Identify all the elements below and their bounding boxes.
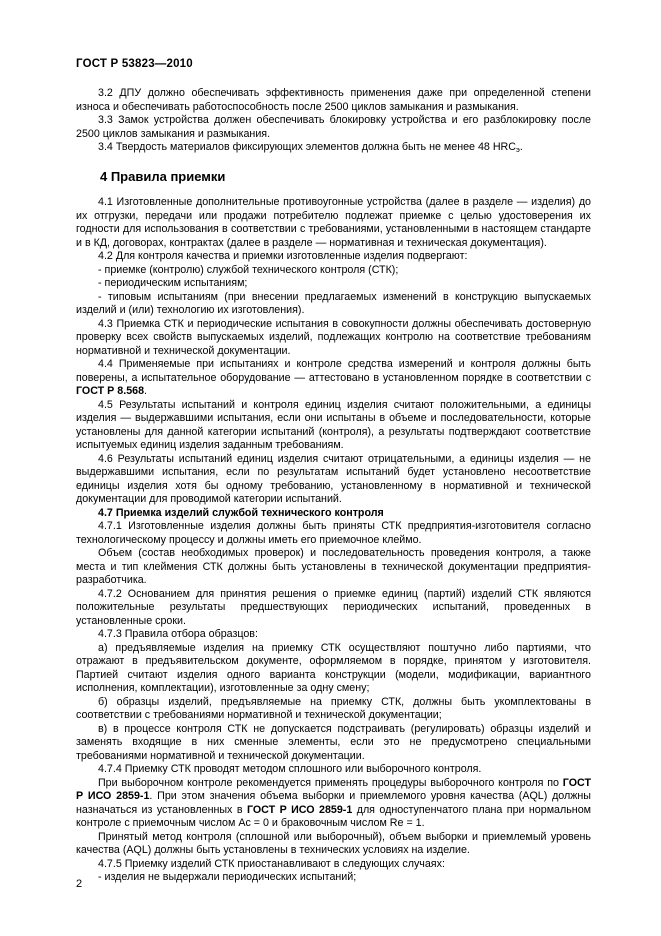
para-4-7-1: 4.7.1 Изготовленные изделия должны быть приняты СТК предприятия-изготовителя согласно технологическому процессу и должны иметь его приемочное клеймо. (76, 520, 591, 546)
para-3-3: 3.3 Замок устройства должен обеспечивать блокировку устройства и его разблокировку после 2500 циклов замыкания и размыкания. (76, 114, 591, 140)
para-4-7-1-cont: Объем (состав необходимых проверок) и последовательность проведения контроля, а также места и тип клеймения СТК должны быть установлены в технической документации предприятия-разработчика. (76, 547, 591, 586)
para-4-7-4-cont2: Принятый метод контроля (сплошной или выборочный), объем выборки и приемлемый уровень качества (AQL) должны быть установлены в технических условиях на изделие. (76, 830, 591, 856)
page-number: 2 (76, 878, 83, 890)
para-4-7-4: 4.7.4 Приемку СТК проводят методом сплошного или выборочного контроля. (98, 763, 482, 775)
document-content (76, 87, 591, 885)
para-3-4: 3.4 Твердость материалов фиксирующих элементов должна быть не менее 48 $HRC_э$. (98, 141, 523, 154)
para-4-5: 4.5 Результаты испытаний и контроля единиц изделия считают положительными, а единицы изделия — выдержавшими испытания, если они испытаны в объеме и последовательности, которые установлены для данной категории испытаний (контроля), а результаты подтверждают соответствие испытуемых единиц изделия заданным требованиям. (76, 398, 591, 451)
para-4-7-3: 4.7.3 Правила отбора образцов: (98, 628, 258, 640)
para-4-4: 4.4 Применяемые при испытаниях и контроле средства измерений и контроля должны быть поверены, а испытательное оборудование — аттестовано в установленном порядке в соответствии с ГОСТ Р 8.568. (76, 358, 591, 397)
para-4-3: 4.3 Приемка СТК и периодические испытания в совокупности должны обеспечивать достоверную проверку всех свойств выпускаемых изделий, подлежащих контролю на соответствие требованиям нормативной и технической документации. (76, 317, 591, 357)
list-item-2: - периодическим испытаниям; (98, 277, 248, 289)
para-4-7-3-b: б) образцы изделий, предъявляемые на приемку СТК, должны быть укомплектованы в соответствии с требованиями нормативной и технической документации; (76, 695, 591, 721)
section-4-heading: 4 Правила приемки (100, 168, 226, 184)
para-3-2: 3.2 ДПУ должно обеспечивать эффективность применения даже при определенной степени износа и обеспечивать работоспособность после 2500 циклов замыкания и размыкания. (76, 87, 591, 113)
para-4-7-5: 4.7.5 Приемку изделий СТК приостанавливают в следующих случаях: (98, 857, 445, 870)
para-4-1: 4.1 Изготовленные дополнительные противоугонные устройства (далее в разделе — изделия) до их отгрузки, передачи или продажи потребителю подлежат приемке с целью удостоверения их годности для использования в соответствии с требованиями, установленными в настоящем стандарте и в КД, договорах, контрактах (далее в разделе — нормативная и техническая документация). (76, 196, 591, 249)
list-item-3: - типовым испытаниям (при внесении предлагаемых изменений в конструкцию выпускаемых изделий и (или) технологию их изготовления). (76, 290, 591, 316)
para-4-6: 4.6 Результаты испытаний единиц изделия считают отрицательными, а единицы изделия — не выдержавшими испытания, если по результатам испытаний будет установлено несоответствие единицы изделия хотя бы одному требованию, установленному в нормативной и технической документации для проводимой категории испытаний. (76, 452, 591, 505)
para-4-7-3-v: в) в процессе контроля СТК не допускается подстраивать (регулировать) образцы изделий и заменять входящие в них сменные элементы, если это не предусмотрено специальными требованиями нормативной и технической документации. (76, 722, 591, 762)
list-item-1: - приемке (контролю) службой технического контроля (СТК); (98, 263, 399, 276)
document-code: ГОСТ Р 53823—2010 (76, 58, 193, 70)
para-4-7-4-cont1: При выборочном контроле рекомендуется применять процедуры выборочного контроля по ГОСТ Р ИСО 2859-1. При этом значения объема выборки и приемлемого уровня качества (AQL) должны назначаться из установленных в ГОСТ Р ИСО 2859-1 для одноступенчатого плана при нормальном контроле с приемочным числом Ac = 0 и браковочным числом Re = 1. (76, 776, 591, 829)
para-4-7-heading: 4.7 Приемка изделий службой технического контроля (98, 506, 384, 519)
para-4-2: 4.2 Для контроля качества и приемки изготовленные изделия подвергают: (98, 250, 468, 262)
list-item-4: - изделия не выдержали периодических испытаний; (98, 871, 357, 883)
para-4-7-3-a: а) предъявляемые изделия на приемку СТК осуществляют поштучно либо партиями, что отражают в предъявительском документе, оформляемом в порядке, принятом у изготовителя. Партией считают изделия одного варианта конструкции (модели, модификации, вариантного исполнения, комплектации), изготовленные за одну смену; (76, 641, 591, 694)
para-4-7-2: 4.7.2 Основанием для принятия решения о приемке единиц (партий) изделий СТК являются положительные результаты предшествующих периодических испытаний, проведенных в установленные сроки. (76, 587, 591, 627)
